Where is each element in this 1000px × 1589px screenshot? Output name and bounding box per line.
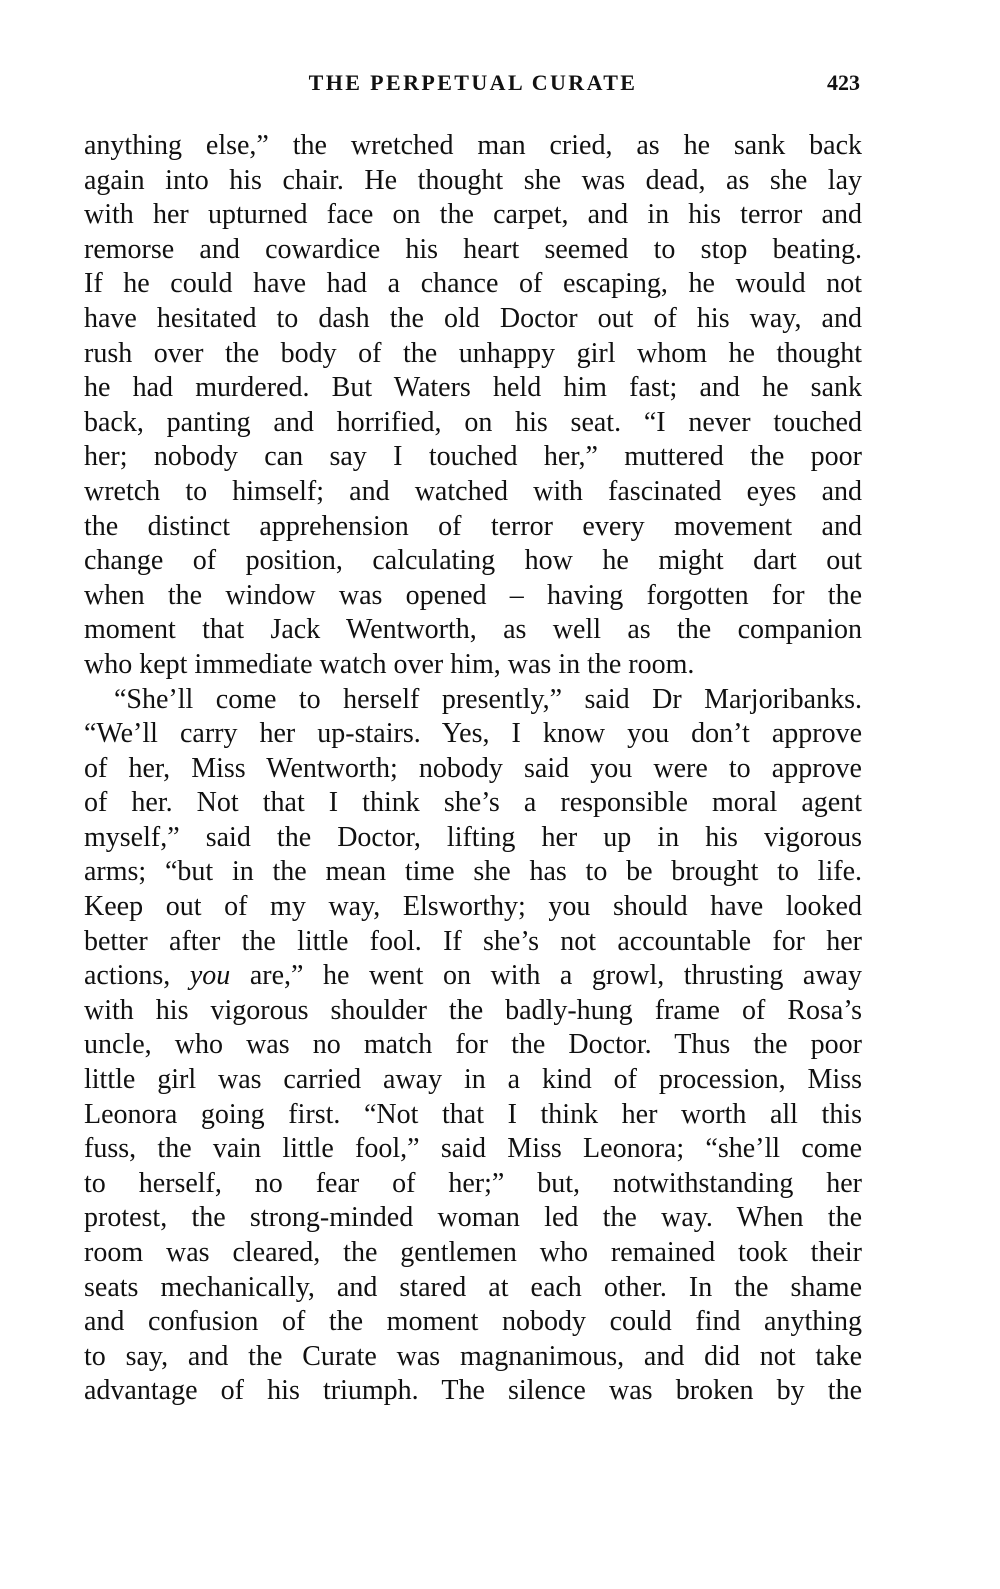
- text-line: have hesitated to dash the old Doctor out of his way, and: [84, 302, 862, 334]
- text-line: anything else,” the wretched man cried, as he sank back: [84, 130, 862, 161]
- text-line: advantage of his triumph. The silence was broken by the: [84, 1375, 862, 1407]
- text-line-with-italic: [84, 959, 862, 994]
- text-line: with her upturned face on the carpet, and in his terror and: [84, 199, 862, 231]
- text-line: Keep out of my way, Elsworthy; you should have looked: [84, 891, 862, 923]
- text-line: remorse and cowardice his heart seemed to stop beating.: [84, 233, 862, 265]
- text-line: “We’ll carry her up-stairs. Yes, I know you don’t approve: [84, 718, 862, 750]
- running-title: THE PERPETUAL CURATE: [308, 70, 638, 95]
- text-line: of her, Miss Wentworth; nobody said you were to approve: [84, 752, 862, 784]
- page-number: 423: [827, 70, 860, 95]
- text-line: wretch to himself; and watched with fascinated eyes and: [84, 475, 862, 507]
- text-line: Leonora going first. “Not that I think her worth all this: [84, 1098, 862, 1130]
- text-line: fuss, the vain little fool,” said Miss Leonora; “she’ll come: [84, 1133, 862, 1165]
- text-line: again into his chair. He thought she was dead, as she lay: [84, 164, 862, 196]
- text-line: myself,” said the Doctor, lifting her up in his vigorous: [84, 821, 862, 853]
- text-line: her; nobody can say I touched her,” muttered the poor: [84, 441, 862, 473]
- text-line: to say, and the Curate was magnanimous, and did not take: [84, 1340, 862, 1372]
- text-line: change of position, calculating how he might dart out: [84, 545, 862, 577]
- paragraph-start-line: “She’ll come to herself presently,” said Dr Marjoribanks.: [114, 683, 862, 715]
- text-line: If he could have had a chance of escaping, he would not: [84, 268, 862, 300]
- text-line: uncle, who was no match for the Doctor. Thus the poor: [84, 1029, 862, 1061]
- line-segment: are,” he went on with a growl, thrusting away: [230, 960, 862, 992]
- body-text: [84, 129, 862, 1409]
- paragraph-end-line: who kept immediate watch over him, was in the room.: [84, 648, 695, 680]
- text-line: back, panting and horrified, on his seat. “I never touched: [84, 406, 862, 438]
- text-line: protest, the strong-minded woman led the way. When the: [84, 1202, 862, 1234]
- text-line: room was cleared, the gentlemen who remained took their: [84, 1237, 862, 1268]
- text-line: moment that Jack Wentworth, as well as the companion: [84, 614, 862, 646]
- line-segment: actions,: [84, 960, 190, 992]
- running-head: [84, 70, 862, 100]
- text-line: little girl was carried away in a kind of procession, Miss: [84, 1064, 862, 1096]
- text-line: of her. Not that I think she’s a responsible moral agent: [84, 787, 862, 819]
- text-line: arms; “but in the mean time she has to be brought to life.: [84, 856, 862, 888]
- text-line: he had murdered. But Waters held him fast; and he sank: [84, 372, 862, 404]
- text-line: the distinct apprehension of terror every movement and: [84, 510, 862, 542]
- text-line: to herself, no fear of her;” but, notwithstanding her: [84, 1167, 862, 1199]
- text-line: with his vigorous shoulder the badly-hung frame of Rosa’s: [84, 994, 862, 1026]
- text-line: seats mechanically, and stared at each other. In the shame: [84, 1271, 862, 1303]
- italic-word: you: [189, 960, 231, 992]
- text-line: better after the little fool. If she’s not accountable for her: [84, 925, 862, 957]
- text-line: when the window was opened – having forgotten for the: [84, 579, 862, 611]
- text-line: rush over the body of the unhappy girl whom he thought: [84, 337, 862, 369]
- text-line: and confusion of the moment nobody could find anything: [84, 1306, 862, 1338]
